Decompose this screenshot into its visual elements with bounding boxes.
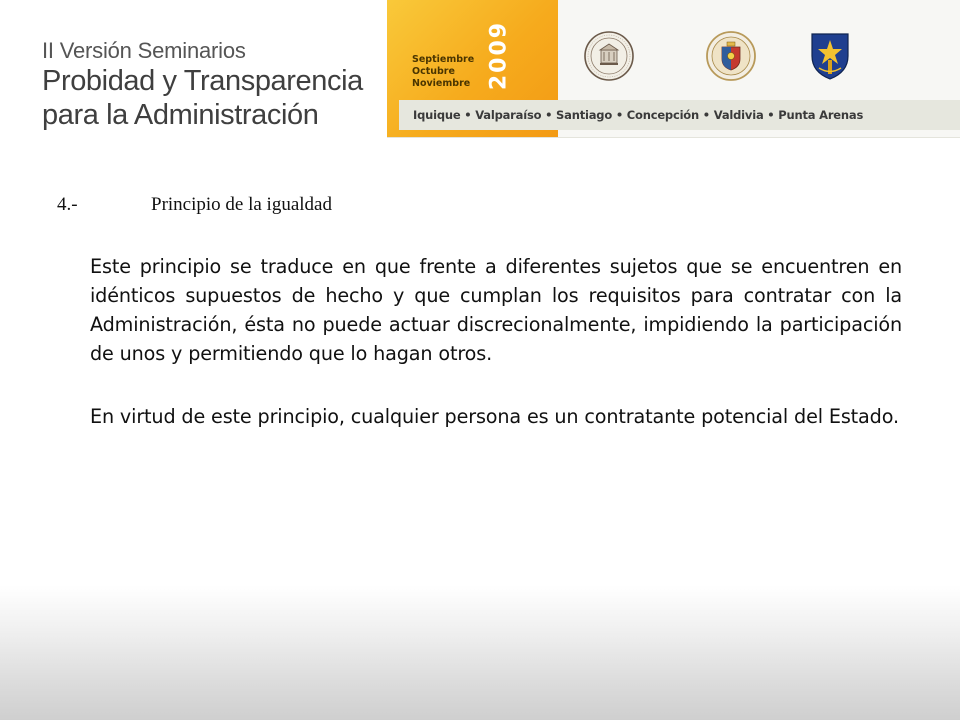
university-seal-logo [705,30,757,82]
seminar-title [42,38,382,132]
month-label: Noviembre [412,78,471,89]
seminar-banner [387,0,960,138]
paragraph: En virtud de este principio, cualquier persona es un contratante potencial del Estado. [90,405,899,428]
section-title: Principio de la igualdad [151,194,332,215]
seminar-name-line1: Probidad y Transparencia [42,65,363,97]
university-shield-logo [808,30,852,82]
cities-list: Iquique • Valparaíso • Santiago • Concepción • Valdivia • Punta Arenas [413,108,864,122]
section-heading [57,194,332,216]
year-label: 2009 [486,20,512,91]
month-label: Octubre [412,66,455,77]
months-list [412,54,474,90]
contraloria-seal-logo [583,30,635,82]
month-label: Septiembre [412,54,475,65]
section-number: 4.- [57,194,78,215]
year-badge [487,20,511,90]
seminar-name-line2: para la Administración [42,99,319,131]
cities-strip [399,100,960,130]
seminar-edition: II Versión Seminarios [42,38,246,63]
paragraph: Este principio se traduce en que frente a diferentes sujetos que se encuentren en idénticos supuestos de hecho y que cumplan los requisitos para contratar con la Administración, ésta no puede actuar discrecionalmente, impidiendo la participación de unos y permitiendo que lo hagan otros. [90,255,902,365]
